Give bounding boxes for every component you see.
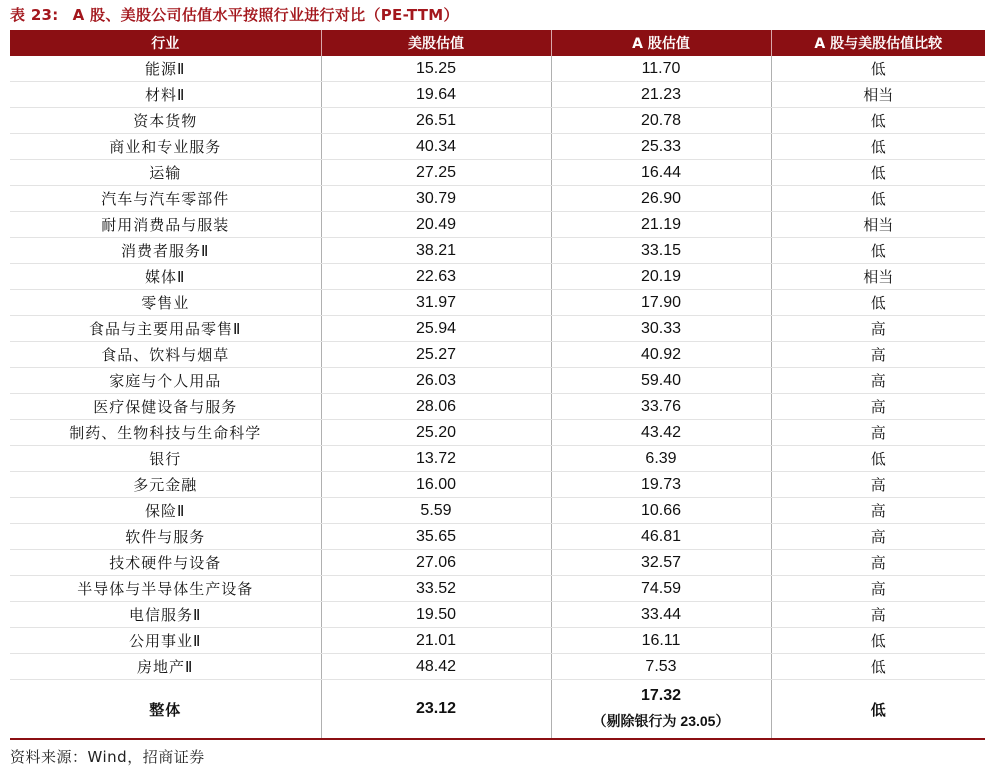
us-valuation-cell: 16.00 [321, 472, 551, 498]
comparison-cell: 低 [771, 108, 985, 134]
comparison-cell: 低 [771, 134, 985, 160]
table-caption [10, 0, 985, 30]
industry-cell: 技术硬件与设备 [10, 550, 321, 576]
us-valuation-cell: 48.42 [321, 654, 551, 680]
a-valuation-cell: 20.78 [551, 108, 771, 134]
table-row [10, 550, 985, 576]
comparison-cell: 低 [771, 186, 985, 212]
comparison-cell: 高 [771, 472, 985, 498]
a-valuation-cell: 32.57 [551, 550, 771, 576]
a-valuation-cell: 19.73 [551, 472, 771, 498]
comparison-cell: 低 [771, 628, 985, 654]
industry-cell: 消费者服务Ⅱ [10, 238, 321, 264]
header-row [10, 30, 985, 56]
table-row [10, 368, 985, 394]
comparison-cell: 相当 [771, 82, 985, 108]
a-valuation-cell: 6.39 [551, 446, 771, 472]
us-valuation-cell: 13.72 [321, 446, 551, 472]
industry-cell: 制药、生物科技与生命科学 [10, 420, 321, 446]
comparison-cell: 高 [771, 342, 985, 368]
a-valuation-cell: 33.44 [551, 602, 771, 628]
us-valuation-cell: 26.03 [321, 368, 551, 394]
table-row [10, 212, 985, 238]
us-valuation-cell: 19.64 [321, 82, 551, 108]
total-comparison: 低 [771, 680, 985, 740]
a-valuation-cell: 25.33 [551, 134, 771, 160]
caption-title: A 股、美股公司估值水平按照行业进行对比（PE-TTM） [72, 6, 459, 24]
industry-cell: 零售业 [10, 290, 321, 316]
source-note: 资料来源：Wind，招商证券 [10, 748, 205, 766]
table-row [10, 498, 985, 524]
us-valuation-cell: 30.79 [321, 186, 551, 212]
a-valuation-cell: 26.90 [551, 186, 771, 212]
comparison-cell: 高 [771, 498, 985, 524]
industry-cell: 材料Ⅱ [10, 82, 321, 108]
table-row [10, 576, 985, 602]
industry-cell: 食品、饮料与烟草 [10, 342, 321, 368]
comparison-cell: 高 [771, 524, 985, 550]
comparison-cell: 低 [771, 446, 985, 472]
a-valuation-cell: 10.66 [551, 498, 771, 524]
us-valuation-cell: 25.94 [321, 316, 551, 342]
us-valuation-cell: 15.25 [321, 56, 551, 82]
table-row [10, 602, 985, 628]
industry-cell: 家庭与个人用品 [10, 368, 321, 394]
total-label: 整体 [10, 680, 321, 740]
us-valuation-cell: 19.50 [321, 602, 551, 628]
us-valuation-cell: 20.49 [321, 212, 551, 238]
table-row [10, 134, 985, 160]
us-valuation-cell: 28.06 [321, 394, 551, 420]
a-valuation-cell: 20.19 [551, 264, 771, 290]
industry-cell: 运输 [10, 160, 321, 186]
total-row [10, 680, 985, 740]
comparison-cell: 低 [771, 654, 985, 680]
comparison-cell: 低 [771, 238, 985, 264]
table-row [10, 108, 985, 134]
industry-cell: 媒体Ⅱ [10, 264, 321, 290]
a-valuation-cell: 43.42 [551, 420, 771, 446]
table-row [10, 290, 985, 316]
industry-cell: 保险Ⅱ [10, 498, 321, 524]
industry-cell: 能源Ⅱ [10, 56, 321, 82]
industry-cell: 汽车与汽车零部件 [10, 186, 321, 212]
total-us-valuation: 23.12 [321, 680, 551, 740]
a-valuation-cell: 21.19 [551, 212, 771, 238]
a-valuation-cell: 17.90 [551, 290, 771, 316]
a-valuation-cell: 46.81 [551, 524, 771, 550]
table-row [10, 342, 985, 368]
industry-cell: 医疗保健设备与服务 [10, 394, 321, 420]
table-row [10, 524, 985, 550]
industry-cell: 公用事业Ⅱ [10, 628, 321, 654]
comparison-cell: 高 [771, 368, 985, 394]
a-valuation-cell: 11.70 [551, 56, 771, 82]
comparison-cell: 高 [771, 602, 985, 628]
a-valuation-cell: 30.33 [551, 316, 771, 342]
us-valuation-cell: 40.34 [321, 134, 551, 160]
total-a-valuation: 17.32 [640, 687, 682, 704]
industry-cell: 商业和专业服务 [10, 134, 321, 160]
us-valuation-cell: 5.59 [321, 498, 551, 524]
table-row [10, 628, 985, 654]
industry-cell: 食品与主要用品零售Ⅱ [10, 316, 321, 342]
table-row [10, 472, 985, 498]
us-valuation-cell: 35.65 [321, 524, 551, 550]
us-valuation-cell: 38.21 [321, 238, 551, 264]
document-page [10, 0, 985, 767]
a-valuation-cell: 33.76 [551, 394, 771, 420]
a-valuation-cell: 40.92 [551, 342, 771, 368]
header-comparison: A 股与美股估值比较 [771, 30, 985, 56]
us-valuation-cell: 27.06 [321, 550, 551, 576]
comparison-cell: 高 [771, 576, 985, 602]
table-header [10, 30, 985, 56]
comparison-cell: 相当 [771, 264, 985, 290]
industry-cell: 耐用消费品与服装 [10, 212, 321, 238]
table-row [10, 654, 985, 680]
header-a-valuation: A 股估值 [551, 30, 771, 56]
a-valuation-cell: 33.15 [551, 238, 771, 264]
us-valuation-cell: 27.25 [321, 160, 551, 186]
total-a-valuation-cell [551, 680, 771, 740]
table-row [10, 82, 985, 108]
industry-cell: 电信服务Ⅱ [10, 602, 321, 628]
comparison-cell: 低 [771, 56, 985, 82]
table-row [10, 394, 985, 420]
table-row [10, 420, 985, 446]
industry-cell: 多元金融 [10, 472, 321, 498]
comparison-cell: 高 [771, 550, 985, 576]
us-valuation-cell: 33.52 [321, 576, 551, 602]
a-valuation-cell: 7.53 [551, 654, 771, 680]
valuation-table [10, 30, 985, 740]
table-row [10, 316, 985, 342]
header-us-valuation: 美股估值 [321, 30, 551, 56]
us-valuation-cell: 25.20 [321, 420, 551, 446]
a-valuation-cell: 16.44 [551, 160, 771, 186]
table-row [10, 446, 985, 472]
a-valuation-cell: 16.11 [551, 628, 771, 654]
table-row [10, 264, 985, 290]
comparison-cell: 高 [771, 394, 985, 420]
table-row [10, 186, 985, 212]
table-row [10, 56, 985, 82]
a-valuation-cell: 74.59 [551, 576, 771, 602]
total-a-note: （剔除银行为 23.05） [592, 713, 730, 729]
comparison-cell: 高 [771, 420, 985, 446]
table-row [10, 160, 985, 186]
header-industry: 行业 [10, 30, 321, 56]
comparison-cell: 低 [771, 290, 985, 316]
a-valuation-cell: 59.40 [551, 368, 771, 394]
caption-number: 表 23: [10, 6, 59, 24]
industry-cell: 银行 [10, 446, 321, 472]
industry-cell: 房地产Ⅱ [10, 654, 321, 680]
comparison-cell: 相当 [771, 212, 985, 238]
table-body [10, 56, 985, 739]
a-valuation-cell: 21.23 [551, 82, 771, 108]
industry-cell: 资本货物 [10, 108, 321, 134]
industry-cell: 软件与服务 [10, 524, 321, 550]
comparison-cell: 低 [771, 160, 985, 186]
industry-cell: 半导体与半导体生产设备 [10, 576, 321, 602]
table-row [10, 238, 985, 264]
us-valuation-cell: 31.97 [321, 290, 551, 316]
us-valuation-cell: 22.63 [321, 264, 551, 290]
us-valuation-cell: 21.01 [321, 628, 551, 654]
us-valuation-cell: 26.51 [321, 108, 551, 134]
comparison-cell: 高 [771, 316, 985, 342]
us-valuation-cell: 25.27 [321, 342, 551, 368]
